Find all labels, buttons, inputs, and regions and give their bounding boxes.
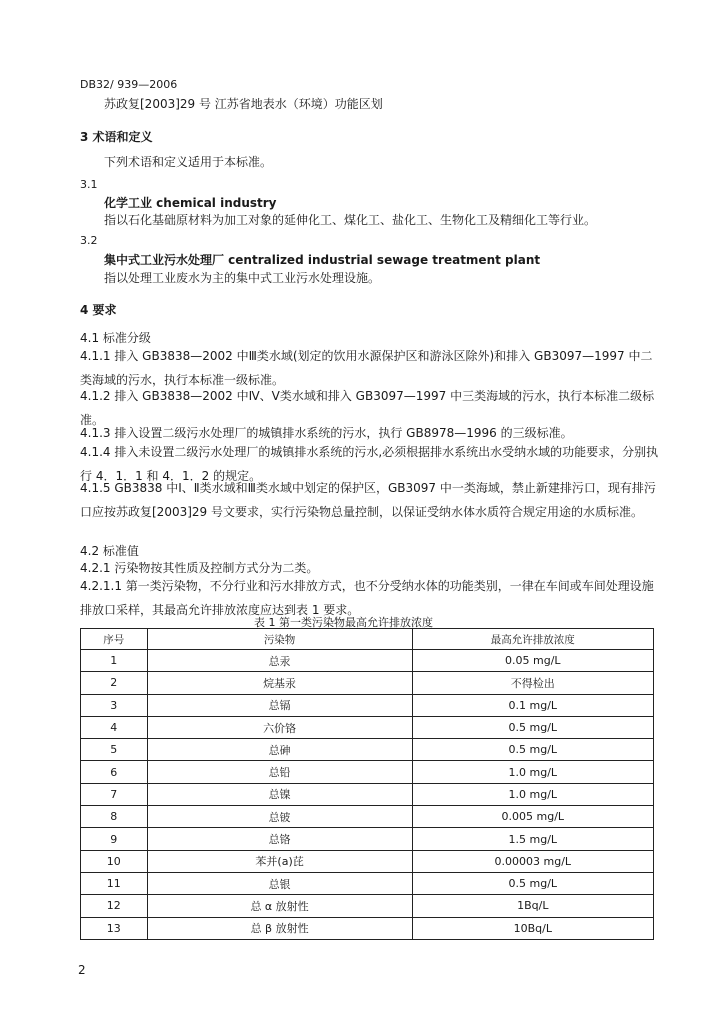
clause-4-1-4: 4.1.4 排入未设置二级污水处理厂的城镇排水系统的污水,必须根据排水系统出水受纳水域的功能要求，分别执行 4．1．1 和 4．1．2 的规定。 [80,445,659,483]
table-1 [80,628,654,940]
term-3-2-definition: 指以处理工业废水为主的集中式工业污水处理设施。 [104,271,381,285]
row-index: 9 [81,828,148,850]
clause-4-1-5: 4.1.5 GB3838 中Ⅰ、Ⅱ类水域和Ⅲ类水域中划定的保护区，GB3097 中一类海域，禁止新建排污口，现有排污口应按苏政复[2003]29 号文要求，实行污染物总量控制，以保证受纳水体水质符合规定用途的水质标准。 [80,481,656,519]
table-row [81,828,654,850]
table-row [81,672,654,694]
table-row [81,895,654,917]
table-1-caption: 表 1 第一类污染物最高允许排放浓度 [254,616,433,629]
row-pollutant: 苯并(a)芘 [147,850,412,872]
row-pollutant: 总铅 [147,761,412,783]
standard-code: DB32/ 939—2006 [80,78,178,91]
row-limit: 10Bq/L [412,917,653,939]
header-max-concentration: 最高允许排放浓度 [412,629,653,650]
row-index: 6 [81,761,148,783]
row-pollutant: 六价铬 [147,716,412,738]
page-number: 2 [78,963,86,977]
term-3-1-name: 化学工业 chemical industry [104,196,277,210]
row-limit: 0.5 mg/L [412,739,653,761]
row-limit: 0.5 mg/L [412,872,653,894]
section-4-2-heading: 4.2 标准值 [80,544,139,558]
row-index: 13 [81,917,148,939]
row-pollutant: 总汞 [147,650,412,672]
clause-4-1-3: 4.1.3 排入设置二级污水处理厂的城镇排水系统的污水，执行 GB8978—1996 的三级标准。 [80,426,573,440]
row-limit: 0.05 mg/L [412,650,653,672]
row-index: 4 [81,716,148,738]
clause-4-2-1: 4.2.1 污染物按其性质及控制方式分为二类。 [80,561,319,575]
section-3-intro: 下列术语和定义适用于本标准。 [104,155,273,169]
table-row [81,739,654,761]
term-3-2-number: 3.2 [80,234,98,247]
table-row [81,917,654,939]
row-limit: 0.1 mg/L [412,694,653,716]
clause-4-1-2: 4.1.2 排入 GB3838—2002 中Ⅳ、Ⅴ类水域和排入 GB3097—1997 中三类海域的污水，执行本标准二级标准。 [80,389,655,427]
row-index: 11 [81,872,148,894]
row-pollutant: 总铍 [147,806,412,828]
row-index: 7 [81,783,148,805]
row-pollutant: 烷基汞 [147,672,412,694]
row-limit: 1.0 mg/L [412,761,653,783]
row-index: 3 [81,694,148,716]
table-row [81,783,654,805]
row-index: 2 [81,672,148,694]
section-3-heading: 3 术语和定义 [80,130,153,144]
row-index: 8 [81,806,148,828]
row-pollutant: 总镉 [147,694,412,716]
row-limit: 1Bq/L [412,895,653,917]
term-3-1-number: 3.1 [80,178,98,191]
table-row [81,694,654,716]
row-index: 12 [81,895,148,917]
table-row [81,872,654,894]
row-pollutant: 总银 [147,872,412,894]
reference-line: 苏政复[2003]29 号 江苏省地表水（环境）功能区划 [104,97,383,111]
table-row [81,806,654,828]
row-pollutant: 总 α 放射性 [147,895,412,917]
header-index: 序号 [81,629,148,650]
section-4-1-heading: 4.1 标准分级 [80,331,151,345]
row-pollutant: 总 β 放射性 [147,917,412,939]
term-3-2-name: 集中式工业污水处理厂 centralized industrial sewage treatment plant [104,253,541,267]
row-pollutant: 总砷 [147,739,412,761]
row-limit: 1.5 mg/L [412,828,653,850]
row-limit: 1.0 mg/L [412,783,653,805]
table-header-row [81,629,654,650]
row-index: 1 [81,650,148,672]
row-pollutant: 总铬 [147,828,412,850]
row-limit: 不得检出 [412,672,653,694]
row-pollutant: 总镍 [147,783,412,805]
section-4-heading: 4 要求 [80,303,117,317]
table-row [81,716,654,738]
clause-4-1-1: 4.1.1 排入 GB3838—2002 中Ⅲ类水域(划定的饮用水源保护区和游泳区除外)和排入 GB3097—1997 中二类海域的污水，执行本标准一级标准。 [80,349,653,387]
clause-4-2-1-1: 4.2.1.1 第一类污染物，不分行业和污水排放方式，也不分受纳水体的功能类别，一律在车间或车间处理设施排放口采样，其最高允许排放浓度应达到表 1 要求。 [80,579,654,617]
term-3-1-definition: 指以石化基础原材料为加工对象的延伸化工、煤化工、盐化工、生物化工及精细化工等行业。 [104,213,597,227]
header-pollutant: 污染物 [147,629,412,650]
row-index: 5 [81,739,148,761]
row-limit: 0.5 mg/L [412,716,653,738]
row-limit: 0.00003 mg/L [412,850,653,872]
row-index: 10 [81,850,148,872]
table-row [81,761,654,783]
row-limit: 0.005 mg/L [412,806,653,828]
table-row [81,850,654,872]
table-row [81,650,654,672]
